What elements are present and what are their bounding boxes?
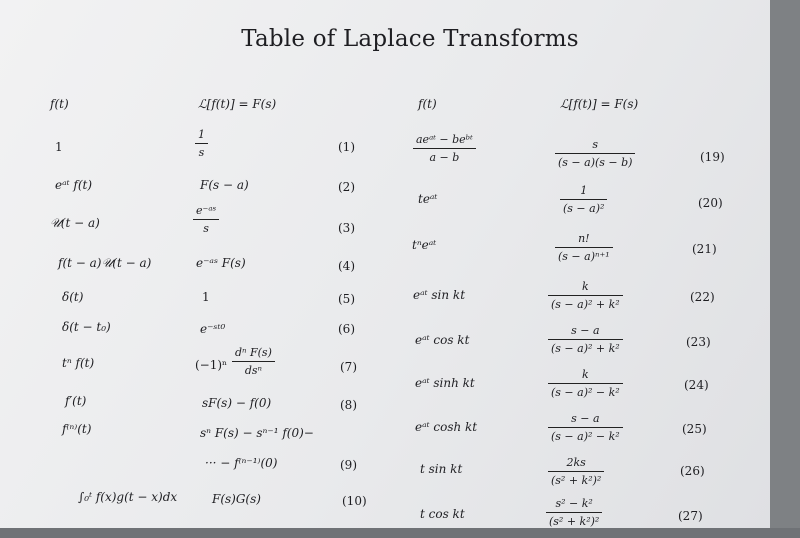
- left-row-8-number: (8): [340, 398, 357, 412]
- left-row-3-f: 𝒰(t − a): [50, 216, 100, 230]
- left-row-9-F-continuation: ··· − f⁽ⁿ⁻¹⁾(0): [205, 456, 278, 470]
- left-row-4-f: f(t − a)𝒰(t − a): [58, 256, 152, 270]
- left-row-6-F: e⁻ˢᵗ⁰: [200, 322, 226, 336]
- right-row-19-f: aeᵃᵗ − beᵇᵗ a − b: [413, 133, 476, 164]
- right-row-26-number: (26): [680, 464, 705, 478]
- background-edge: [0, 528, 800, 538]
- right-row-21-f: tⁿeᵃᵗ: [412, 238, 437, 252]
- left-row-2-number: (2): [338, 180, 355, 194]
- left-row-8-f: f′(t): [65, 394, 87, 408]
- header-right-f: f(t): [418, 97, 437, 111]
- right-row-20-number: (20): [698, 196, 723, 210]
- right-row-25-number: (25): [682, 422, 707, 436]
- left-row-10-f: ∫₀ᵗ f(x)g(t − x)dx: [78, 490, 178, 504]
- right-row-23-F: $\frac{s - a}{\text{(s − a)² + k²}}$: [548, 324, 623, 355]
- left-row-9-F: sⁿ F(s) − sⁿ⁻¹ f(0)−: [200, 426, 314, 440]
- right-row-25-F: $\frac{s - a}{\text{(s − a)² − k²}}$: [548, 412, 623, 443]
- left-row-1-f: 1: [55, 140, 63, 154]
- right-row-24-F: $\frac{k}{\text{(s − a)² − k²}}$: [548, 368, 623, 399]
- left-row-3-number: (3): [338, 221, 355, 235]
- left-row-5-number: (5): [338, 292, 355, 306]
- right-row-24-f: eᵃᵗ sinh kt: [415, 376, 475, 390]
- left-row-6-f: δ(t − t₀): [62, 320, 111, 334]
- right-row-26-F: $\frac{2ks}{\text{(s² + k²)²}}$: [548, 456, 604, 487]
- page-title: Table of Laplace Transforms: [241, 26, 579, 52]
- left-row-9-number: (9): [340, 458, 357, 472]
- left-row-3-F: $\frac{\text{e⁻ᵃˢ}}{s}$: [193, 204, 219, 235]
- background-surface: [770, 0, 800, 538]
- right-row-21-number: (21): [692, 242, 717, 256]
- left-row-2-F: F(s − a): [200, 178, 249, 192]
- right-row-27-number: (27): [678, 509, 703, 523]
- header-right-transform: ℒ[f(t)] = F(s): [560, 97, 639, 111]
- right-row-27-f: t cos kt: [420, 507, 465, 521]
- left-row-7-f: tⁿ f(t): [62, 356, 95, 370]
- right-row-23-number: (23): [686, 335, 711, 349]
- right-row-22-f: eᵃᵗ sin kt: [413, 288, 466, 302]
- left-row-4-F: e⁻ᵃˢ F(s): [196, 256, 246, 270]
- left-row-4-number: (4): [338, 259, 355, 273]
- left-row-1-F: $\frac{1}{s}$: [195, 128, 208, 159]
- right-row-23-f: eᵃᵗ cos kt: [415, 333, 470, 347]
- right-row-21-F: $\frac{n!}{\text{(s − a)ⁿ⁺¹}}$: [555, 232, 613, 263]
- right-row-22-F: $\frac{k}{\text{(s − a)² + k²}}$: [548, 280, 623, 311]
- left-row-7-number: (7): [340, 360, 357, 374]
- left-row-1-number: (1): [338, 140, 355, 154]
- left-row-9-f: f⁽ⁿ⁾(t): [62, 422, 92, 436]
- right-row-20-F: $\frac{1}{\text{(s − a)²}}$: [560, 184, 607, 215]
- left-row-5-f: δ(t): [62, 290, 84, 304]
- left-row-2-f: eᵃᵗ f(t): [55, 178, 93, 192]
- left-row-5-F: 1: [202, 290, 210, 304]
- left-row-7-F: dⁿ F(s) dsⁿ: [232, 346, 275, 377]
- right-row-27-F: $\frac{\text{s² − k²}}{\text{(s² + k²)²}}$: [546, 497, 602, 528]
- left-row-7-F-prefix: (−1)ⁿ: [195, 358, 228, 372]
- right-row-20-f: teᵃᵗ: [418, 192, 438, 206]
- right-row-19-F: $\frac{s}{(s - a)(s - b)}$: [555, 138, 635, 169]
- header-left-transform: ℒ[f(t)] = F(s): [198, 97, 277, 111]
- left-row-8-F: sF(s) − f(0): [202, 396, 272, 410]
- left-row-10-number: (10): [342, 494, 367, 508]
- header-left-f: f(t): [50, 97, 69, 111]
- right-row-19-number: (19): [700, 150, 725, 164]
- left-row-6-number: (6): [338, 322, 355, 336]
- left-row-10-F: F(s)G(s): [212, 492, 261, 506]
- right-row-24-number: (24): [684, 378, 709, 392]
- right-row-26-f: t sin kt: [420, 462, 463, 476]
- right-row-22-number: (22): [690, 290, 715, 304]
- right-row-25-f: eᵃᵗ cosh kt: [415, 420, 478, 434]
